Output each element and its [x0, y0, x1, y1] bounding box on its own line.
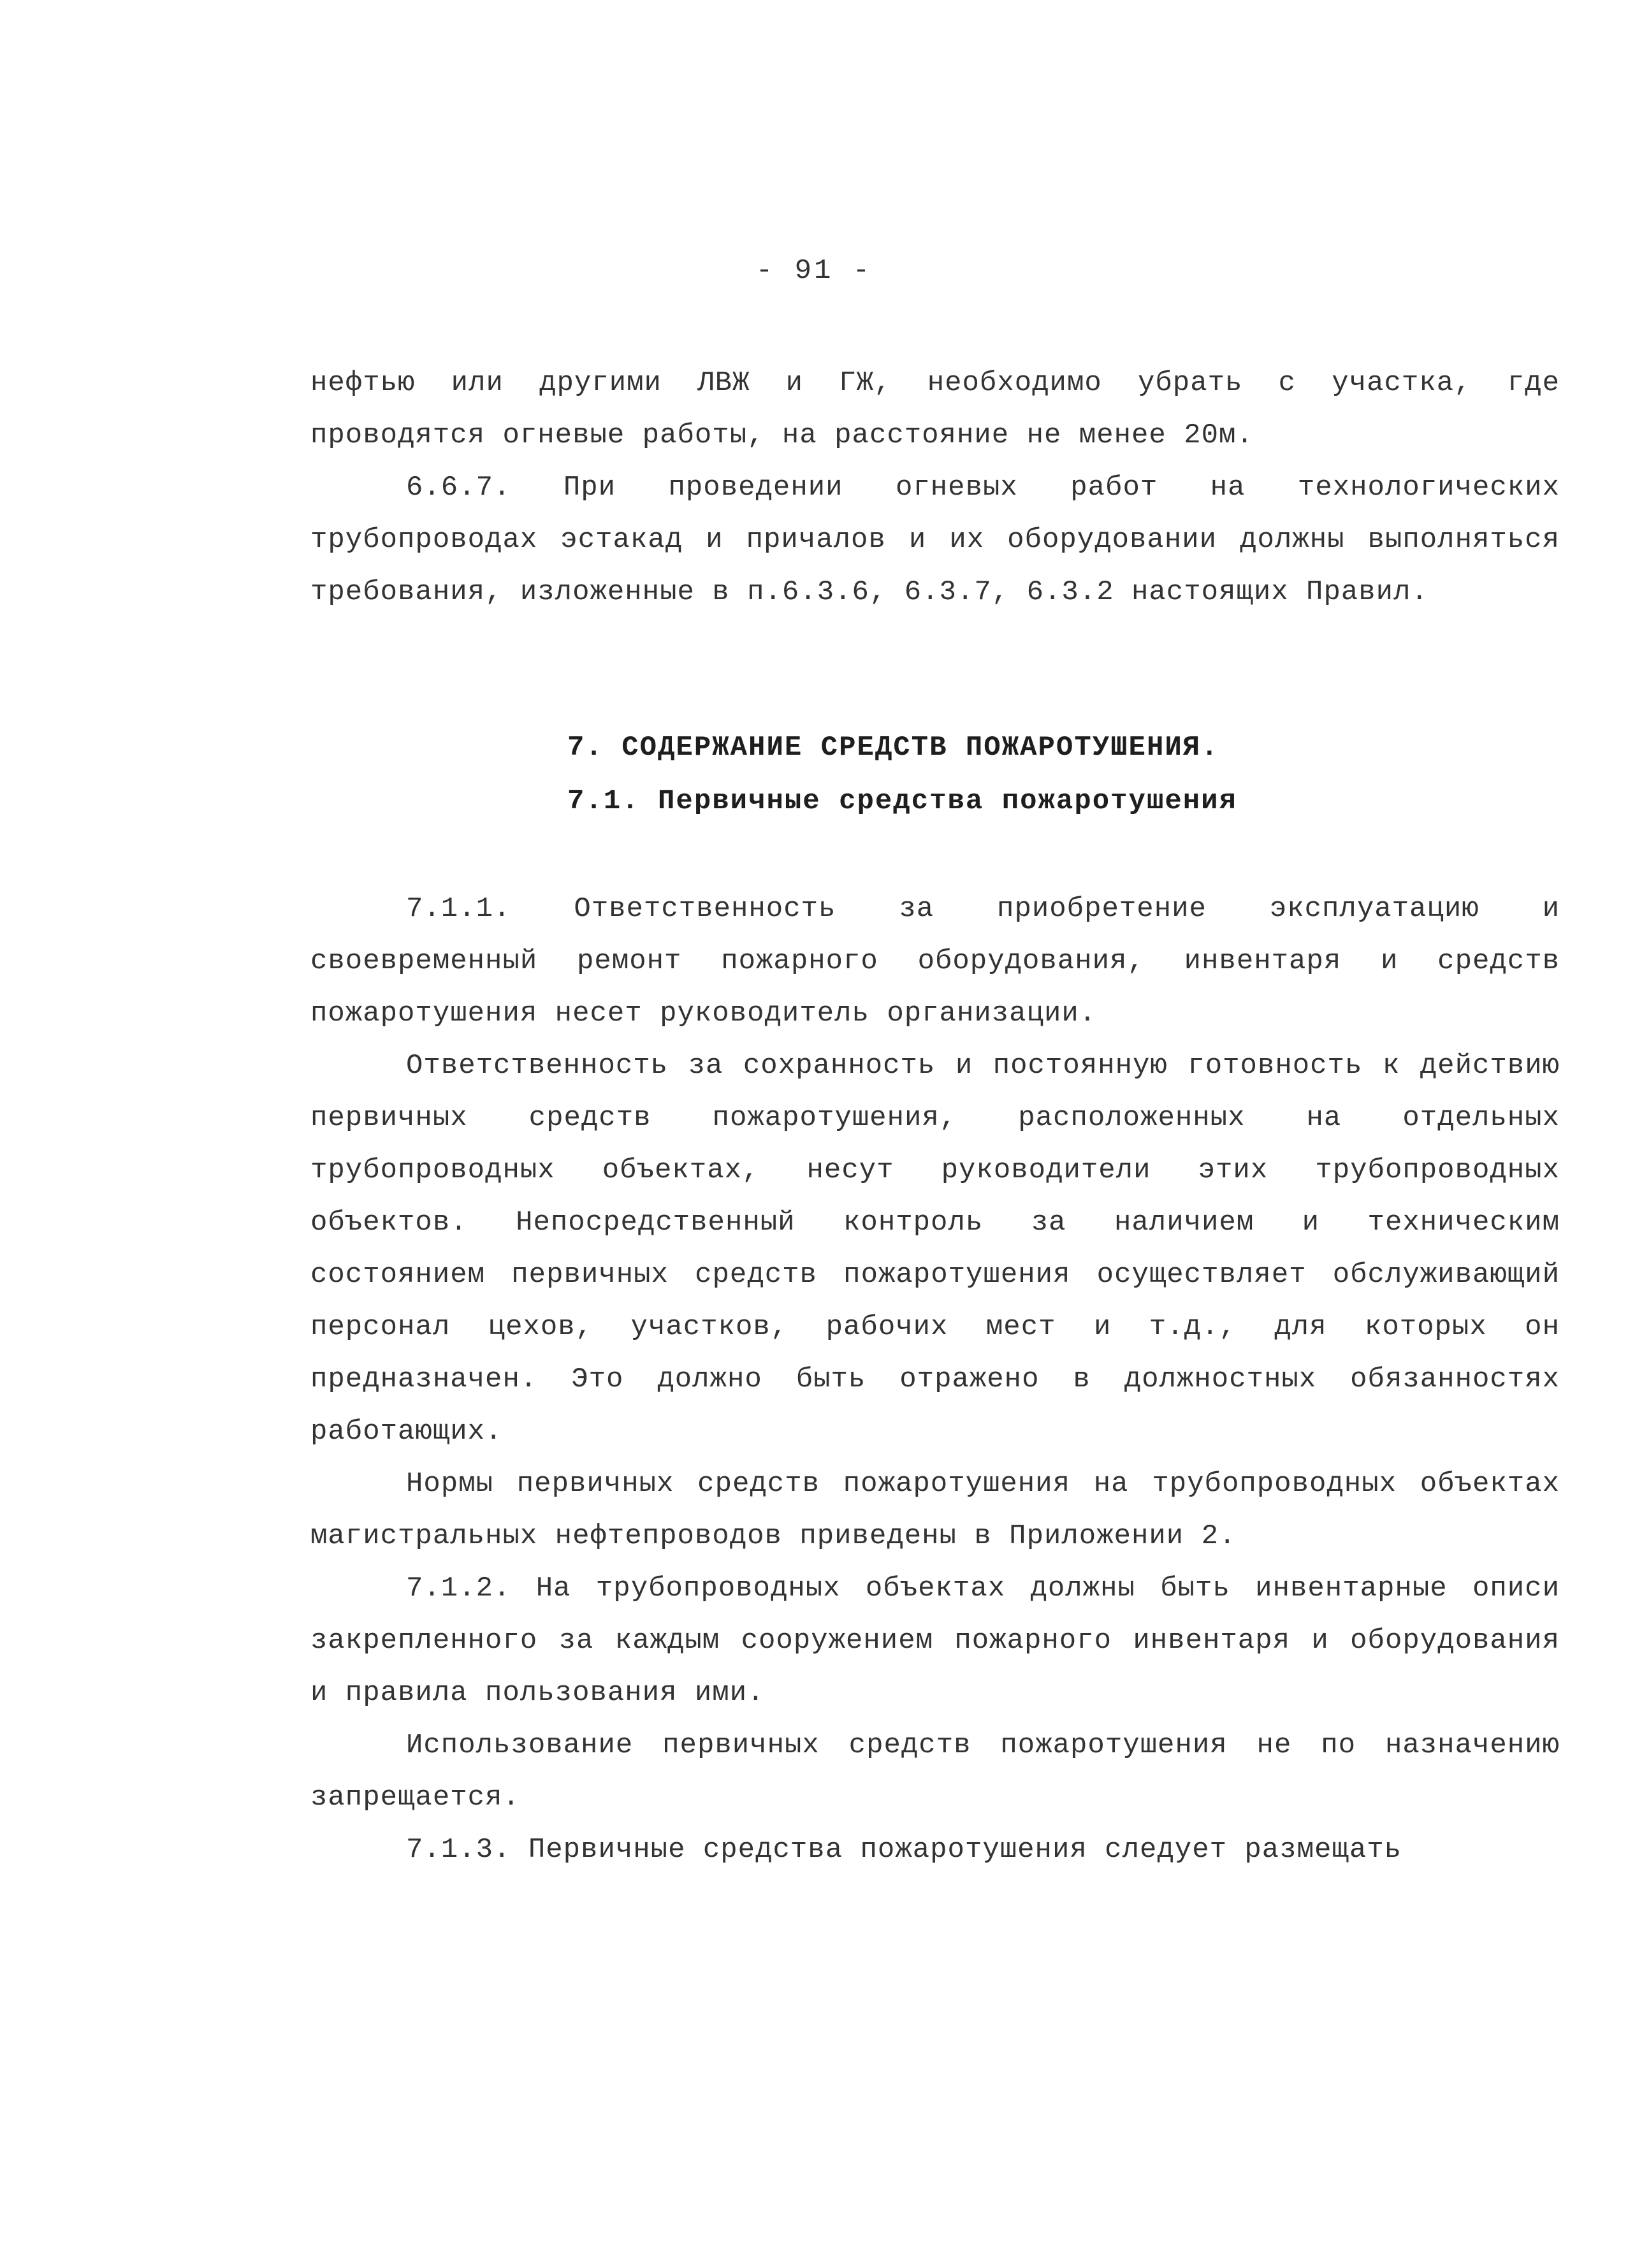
subsection-heading: 7.1. Первичные средства пожаротушения: [567, 785, 1237, 817]
section-heading: 7. СОДЕРЖАНИЕ СРЕДСТВ ПОЖАРОТУШЕНИЯ.: [567, 732, 1219, 764]
top-text-block: [310, 357, 1560, 618]
paragraph-usage: Использование первичных средств пожаротушения не по назначению запрещается.: [310, 1729, 1560, 1814]
main-text-block: [310, 883, 1560, 1876]
paragraph-6-6-7: 6.6.7. При проведении огневых работ на технологических трубопроводах эстакад и причалов и их оборудовании должны выполняться требования, изложенные в п.6.3.6, 6.3.7, 6.3.2 настоящих Правил.: [310, 472, 1560, 608]
paragraph-7-1-2: 7.1.2. На трубопроводных объектах должны быть инвентарные описи закрепленного за каждым сооружением пожарного инвентаря и оборудования и правила пользования ими.: [310, 1573, 1560, 1709]
paragraph-continuation: нефтью или другими ЛВЖ и ГЖ, необходимо убрать с участка, где проводятся огневые работы, на расстояние не менее 20м.: [310, 367, 1560, 451]
paragraph-7-1-3: 7.1.3. Первичные средства пожаротушения следует размещать: [406, 1834, 1402, 1866]
paragraph-norms: Нормы первичных средств пожаротушения на трубопроводных объектах магистральных нефтепроводов приведены в Приложении 2.: [310, 1468, 1560, 1552]
paragraph-7-1-1: 7.1.1. Ответственность за приобретение эксплуатацию и своевременный ремонт пожарного оборудования, инвентаря и средств пожаротушения несет руководитель организации.: [310, 893, 1560, 1029]
paragraph-responsibility: Ответственность за сохранность и постоянную готовность к действию первичных средств пожаротушения, расположенных на отдельных трубопроводных объектах, несут руководители этих трубопроводных объектов. Непосредственный контроль за наличием и техническим состоянием первичных средств пожаротушения осуществляет обслуживающий персонал цехов, участков, рабочих мест и т.д., для которых он предназначен. Это должно быть отражено в должностных обязанностях работающих.: [310, 1050, 1560, 1448]
page-number: - 91 -: [755, 255, 873, 287]
